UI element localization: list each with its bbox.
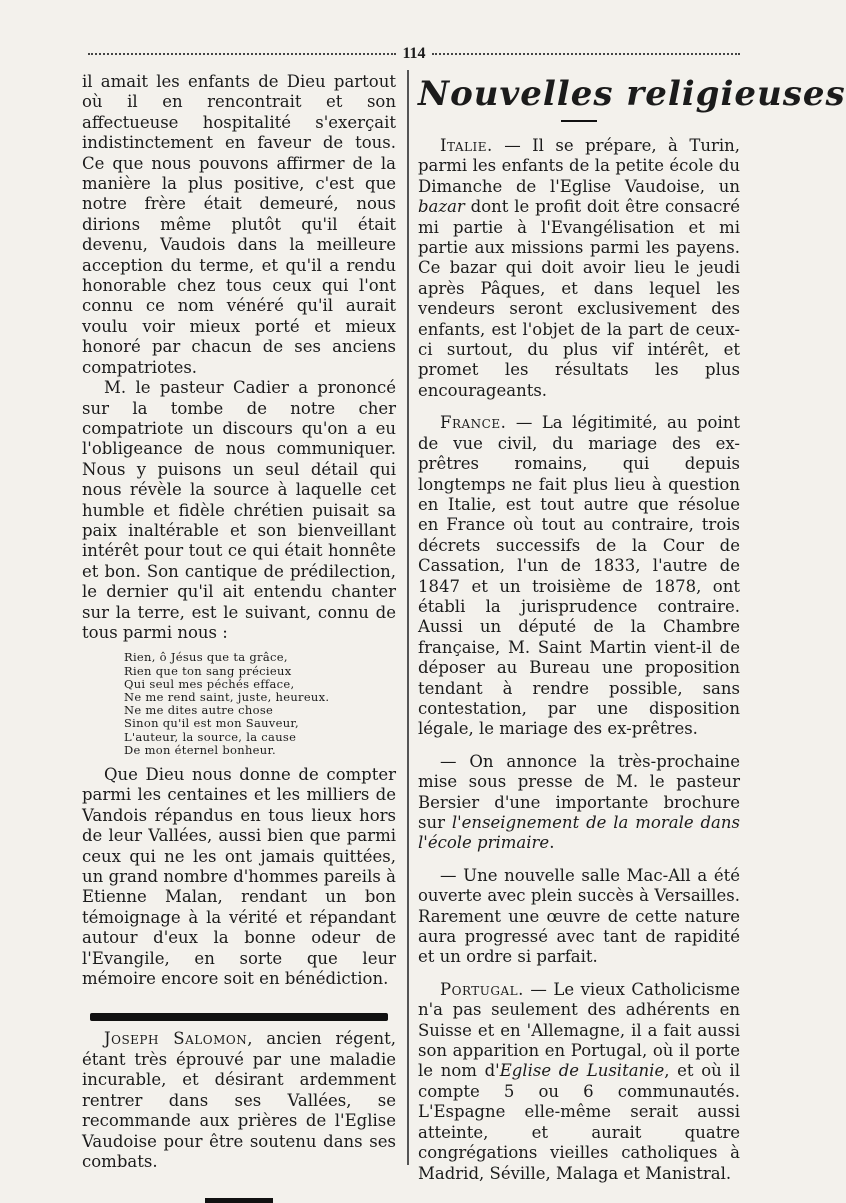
news-bersier: [418, 752, 740, 854]
notice-name: Joseph Salomon: [104, 1029, 248, 1049]
hymn-line: De mon éternel bonheur.: [124, 742, 276, 757]
header-rule-left: [88, 53, 396, 55]
news-text: — Il se prépare, à Turin, parmi les enfants de la petite école du Dimanche de l'Eglise Vaudoise, un: [418, 136, 740, 196]
prayer-notice: [82, 1029, 396, 1172]
hymn-line: Qui seul mes péchés efface,: [124, 676, 295, 691]
news-text: , et où il compte 5 ou 6 communautés. L'Espagne elle-même serait aussi atteinte, et aurait quatre congrégations vieilles catholiques à Madrid, Séville, Malaga et Manistral.: [418, 1061, 740, 1183]
right-column: [418, 72, 846, 1196]
hymn-verse: [124, 651, 396, 757]
notice-text: , ancien régent, étant très éprouvé par une maladie incurable, et désirant ardemment rentrer dans ses Vallées, se recommande aux prières de l'Eglise Vaudoise pour être soutenu dans ses combats.: [82, 1029, 396, 1171]
title-dash: [561, 120, 597, 122]
page-header: [88, 44, 740, 64]
hymn-line: L'auteur, la source, la cause: [124, 729, 297, 744]
news-emphasis: Eglise de Lusitanie: [499, 1061, 665, 1081]
hymn-line: Sinon qu'il est mon Sauveur,: [124, 716, 299, 731]
news-emphasis: bazar: [418, 197, 465, 217]
news-portugal: [418, 980, 740, 1184]
news-label-portugal: Portugal.: [440, 979, 524, 999]
column-separator: [407, 70, 409, 1165]
news-text: .: [549, 833, 555, 853]
news-text: — On annonce la très-prochaine mise sous presse de M. le pasteur Bersier d'une importante brochure sur: [418, 751, 740, 832]
header-rule-right: [432, 53, 740, 55]
hymn-line: Ne me dites autre chose: [124, 703, 274, 718]
hymn-line: Rien, ô Jésus que ta grâce,: [124, 650, 288, 665]
obituary-paragraph-1: il amait les enfants de Dieu partout où il en rencontrait et son affectueuse hospitalité s'exerçait indistinctement en faveur de tous. Ce que nous pouvons affirmer de la manière la plus positive, c'est que notre frère était demeuré, nous dirions même plutôt qu'il était devenu, Vaudois dans la meilleure acception du terme, et qu'il a rendu honorable chez tous ceux qui l'ont connu ce nom vénéré qu'il aurait voulu voir mieux porté et mieux honoré par chacun de ses anciens compatriotes.: [82, 72, 396, 377]
section-title: Nouvelles religieuses: [418, 74, 846, 114]
news-label-italie: Italie.: [440, 136, 493, 155]
news-emphasis: l'enseignement de la morale dans l'école primaire: [418, 813, 740, 853]
news-france: [418, 413, 740, 740]
hymn-line: Rien que ton sang précieux: [124, 663, 292, 678]
news-text: — La légitimité, au point de vue civil, du mariage des ex-prêtres romains, qui depuis longtemps ne fait plus lieu à question en Italie, est tout autre que résolue en France où tout au contraire, trois décrets successifs de la Cour de Cassation, l'un de 1833, l'autre de 1847 et un troisième de 1878, ont établi la jurisprudence contraire. Aussi un député de la Chambre française, M. Saint Martin vient-il de déposer au Bureau une proposition tendant à rendre possible, sans contestation, par une disposition légale, le mariage des ex-prêtres.: [418, 413, 740, 739]
page-number: 114: [402, 45, 426, 62]
hymn-line: Ne me rend saint, juste, heureux.: [124, 689, 330, 704]
news-label-france: France.: [440, 413, 507, 433]
news-macall: — Une nouvelle salle Mac-All a été ouverte avec plein succès à Versailles. Rarement une œuvre de cette nature aura progressé avec tant de rapidité et un ordre si parfait.: [418, 865, 740, 967]
obituary-paragraph-3: Que Dieu nous donne de compter parmi les centaines et les milliers de Vandois répandus en tous lieux hors de leur Vallées, aussi bien que parmi ceux qui ne les ont jamais quittées, un grand nombre d'hommes pareils à Etienne Malan, rendant un bon témoignage à la vérité et répandant autour d'eux la bonne odeur de l'Evangile, en sorte que leur mémoire encore soit en bénédiction.: [82, 765, 396, 989]
obituary-paragraph-2: M. le pasteur Cadier a prononcé sur la tombe de notre cher compatriote un discours qu'on a eu l'obligeance de nous communiquer. Nous y puisons un seul détail qui nous révèle la source à laquelle cet humble et fidèle chrétien puisait sa paix inaltérable et son bienveillant intérêt pour tout ce qui était honnête et bon. Son cantique de prédilection, le dernier qu'il ait entendu chanter sur la terre, est le suivant, connu de tous parmi nous :: [82, 378, 396, 642]
news-text: — Le vieux Catholicisme n'a pas seulement des adhérents en Suisse et en 'Allemagne, il a fait aussi son apparition en Portugal, où il porte le nom d': [418, 979, 740, 1081]
end-divider: [205, 1198, 273, 1203]
section-divider: [90, 1013, 388, 1021]
news-italie: [418, 136, 740, 401]
left-column: [82, 72, 396, 1203]
news-text: dont le profit doit être consacré mi partie à l'Evangélisation et mi partie aux missions parmi les payens. Ce bazar qui doit avoir lieu le jeudi après Pâques, et dans lequel les vendeurs seront exclusivement des enfants, est l'objet de la part de ceux-ci surtout, du plus vif intérêt, et promet les résultats les plus encourageants.: [418, 197, 740, 400]
